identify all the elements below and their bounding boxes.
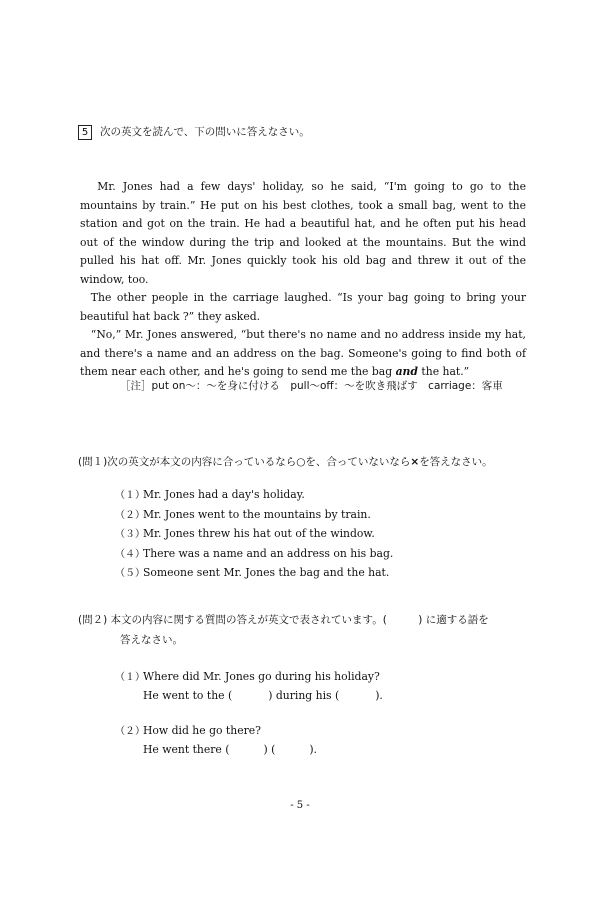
q1-statement-list (115, 486, 393, 584)
story-passage (80, 178, 526, 382)
story-paragraph-1: Mr. Jones had a few days' holiday, so he said, “I'm going to go to the mountains by train.” He put on his best clothes, took a small bag, went to the station and got on the train. He had a beautiful hat, and he often put his head out of the window during the trip and looked at the mountains. But the wind pulled his hat off. Mr. Jones quickly took his old bag and threw it out of the window, too. (80, 180, 526, 286)
instruction-text: 次の英文を読んで、下の問いに答えなさい。 (100, 126, 310, 138)
question-header (78, 124, 310, 140)
statement-text: Mr. Jones had a day's holiday. (143, 488, 305, 501)
answer-text: He went to the ( (143, 689, 233, 702)
statement-number: （５） (115, 568, 145, 579)
q1-statement (115, 545, 393, 565)
q2-item-number: （１） (115, 672, 145, 683)
q2-question: Where did Mr. Jones go during his holiday? (143, 670, 380, 683)
q1-instruction (78, 454, 493, 469)
story-paragraph-3-end: the hat.” (417, 365, 470, 378)
story-paragraph-3-text: “No,” Mr. Jones answered, “but there's no name and no address inside my hat, and there's a name and an address on the bag. Someone's going to find both of them near each other, and he's going to send me the bag (80, 328, 526, 378)
page-number: - 5 - (290, 800, 310, 811)
q1-middle: を、合っていないなら (305, 456, 411, 468)
circle-mark: ○ (296, 456, 306, 468)
q2-item-1 (115, 668, 383, 705)
q2-answer-line (115, 687, 383, 705)
answer-text: ). (309, 743, 317, 756)
statement-text: Mr. Jones went to the mountains by train. (143, 507, 371, 521)
q2-answer-line (115, 741, 317, 759)
q2-question: How did he go there? (143, 724, 261, 737)
emphasis-word: and (395, 365, 418, 378)
statement-number: （１） (115, 490, 145, 501)
q1-statement (115, 486, 393, 506)
question-number-box: 5 (78, 125, 92, 140)
statement-number: （３） (115, 529, 145, 540)
story-paragraph-2: The other people in the carriage laughed. “Is your bag going to bring your beautiful hat back ?” they asked. (80, 291, 526, 323)
statement-text: There was a name and an address on his bag. (143, 546, 394, 560)
q1-statement (115, 506, 393, 526)
q1-prefix: (問１)次の英文が本文の内容に合っているなら (78, 456, 297, 468)
answer-text: ). (375, 689, 383, 702)
answer-text: He went there ( (143, 743, 230, 756)
answer-text: ) during his ( (268, 689, 340, 702)
q1-suffix: を答えなさい。 (419, 456, 493, 468)
vocabulary-notes: ［注］put on〜：〜を身に付ける pull〜off：〜を吹き飛ばす carriage：客車 (120, 380, 503, 392)
statement-number: （２） (115, 509, 145, 521)
statement-text: Mr. Jones threw his hat out of the window. (143, 527, 375, 540)
q2-instruction-line-1: (問２) 本文の内容に関する質問の答えが英文で表されています。( ) に適する語を (78, 614, 489, 626)
q2-instruction-line-2: 答えなさい。 (120, 634, 183, 646)
story-paragraph-3 (80, 326, 526, 382)
q1-statement (115, 525, 393, 545)
cross-mark: × (410, 456, 420, 468)
statement-number: （４） (115, 548, 145, 560)
q1-statement (115, 564, 393, 584)
q2-item-number: （２） (115, 726, 145, 737)
statement-text: Someone sent Mr. Jones the bag and the hat. (143, 566, 390, 579)
q2-item-2 (115, 722, 317, 759)
answer-text: ) ( (263, 743, 276, 756)
